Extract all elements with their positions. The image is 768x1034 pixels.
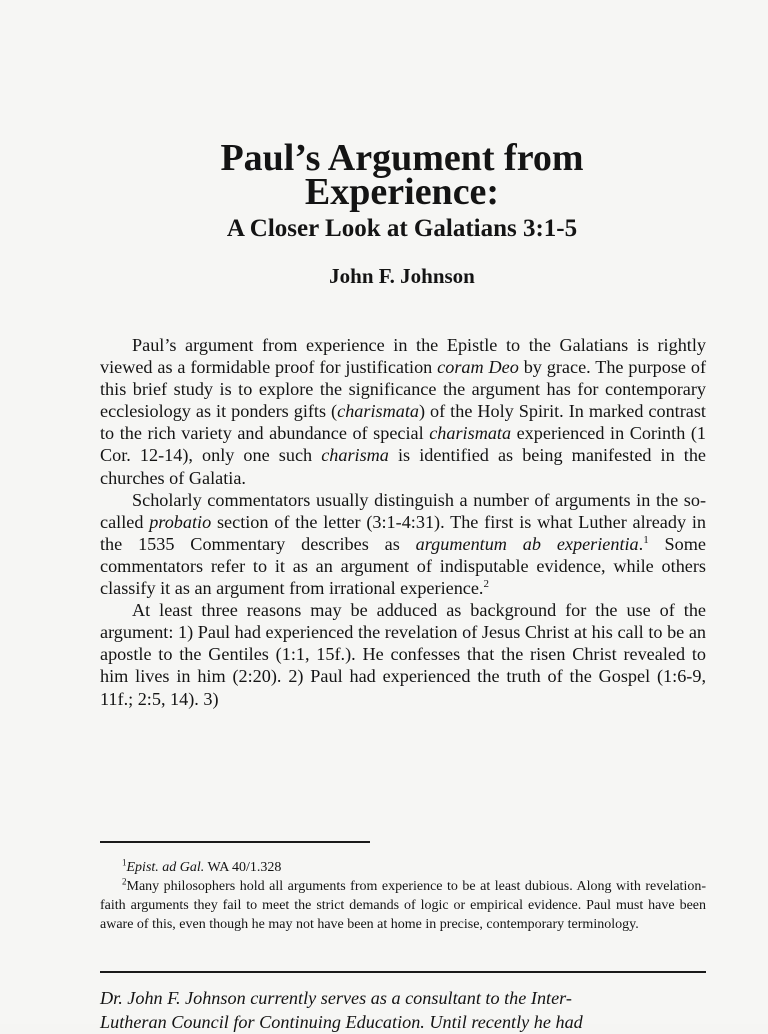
- article-title-line-1: Paul’s Argument from: [220, 137, 584, 179]
- latin-term: probatio: [149, 511, 212, 532]
- footnote-source: Epist. ad Gal.: [126, 860, 205, 875]
- footnote-reference-2: 2: [483, 577, 489, 590]
- paragraph-text: by grace. The purpose of this brief study is to explore the significance the argument has for contemporary ecclesiology as it ponders gifts (: [100, 357, 706, 422]
- author-bio-line-2: Lutheran Council for Continuing Education. Until recently he had: [100, 1012, 583, 1032]
- paragraph-text: experienced in Corinth (1 Cor. 12-14), only one such: [100, 423, 706, 466]
- greek-term: charisma: [321, 445, 389, 466]
- footnote-reference-1: 1: [643, 533, 649, 546]
- paragraph-3: At least three reasons may be adduced as background for the use of the argument: 1) Paul had experienced the revelation of Jesus Christ at his call to be an apostle to the Gentiles (1:1, 15f.). He confesses that the risen Christ revealed to him lives in him (2:20). 2) Paul had experienced the truth of the Gospel (1:6-9, 11f.; 2:5, 14). 3): [100, 600, 706, 709]
- paragraph-text: ) of the Holy Spirit. In marked contrast to the rich variety and abundance of special: [100, 401, 706, 444]
- paragraph-2: [100, 489, 706, 599]
- author-bio-divider: [100, 971, 706, 973]
- author-name: John F. Johnson: [329, 264, 475, 288]
- footnote-1: [100, 858, 706, 877]
- footnote-divider: [100, 841, 370, 843]
- article-title-line-2: Experience:: [304, 171, 500, 213]
- author-bio: [100, 986, 706, 1034]
- paragraph-text: .: [638, 533, 644, 554]
- paragraph-text: Scholarly commentators usually distinguish a number of arguments in the so-called: [100, 489, 706, 532]
- footnote-text: Many philosophers hold all arguments from experience to be at least dubious. Along with revelation-faith arguments they fail to meet the strict demands of logic or empirical evidence. Paul must have been aware of this, even though he may not have been at home in precise, contemporary terminology.: [100, 879, 706, 932]
- footnotes: [100, 858, 706, 934]
- footnote-mark: 2: [122, 876, 127, 887]
- paragraph-1: [100, 334, 706, 489]
- article-body: [100, 334, 706, 710]
- greek-term: charismata: [429, 423, 512, 444]
- footnote-mark: 1: [122, 857, 127, 868]
- latin-term: argumentum ab experientia: [415, 533, 639, 554]
- author-bio-line-1: Dr. John F. Johnson currently serves as a consultant to the Inter-: [100, 988, 572, 1008]
- latin-term: coram Deo: [437, 357, 519, 378]
- paragraph-text: section of the letter (3:1-4:31). The first is what Luther already in the 1535 Commentary describes as: [100, 511, 706, 554]
- article-subtitle: A Closer Look at Galatians 3:1-5: [226, 215, 578, 242]
- footnote-text: WA 40/1.328: [204, 860, 282, 875]
- paragraph-text: Some commentators refer to it as an argument of indisputable evidence, while others classify it as an argument from irrational experience.: [100, 533, 706, 599]
- paragraph-text: Paul’s argument from experience in the Epistle to the Galatians is rightly viewed as a formidable proof for justification: [100, 335, 706, 378]
- greek-term: charismata: [337, 401, 419, 422]
- paragraph-text: is identified as being manifested in the churches of Galatia.: [100, 445, 707, 488]
- footnote-2: [100, 877, 706, 934]
